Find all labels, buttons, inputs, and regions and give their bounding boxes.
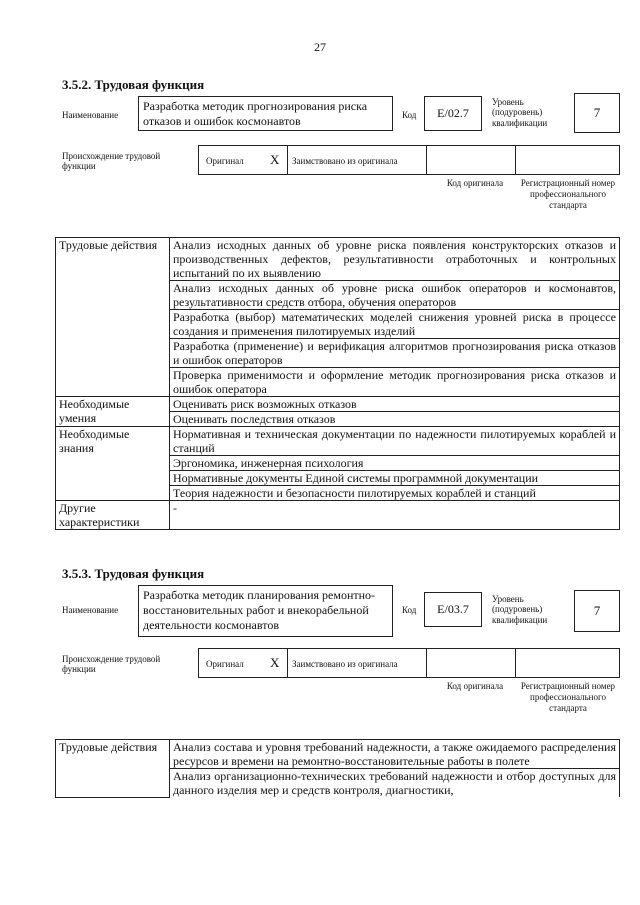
row-label: Необходимые умения: [56, 397, 170, 427]
table-cell: Нормативные документы Единой системы программной документации: [170, 471, 620, 486]
function-table: [55, 237, 620, 530]
table-cell: Анализ исходных данных об уровне риска ошибок операторов и космонавтов, результативности средств отбора, обучения операторов: [170, 281, 620, 310]
level-value: 7: [574, 590, 620, 632]
borrowed-label: Заимствовано из оригинала: [292, 659, 398, 669]
table-cell: Оценивать риск возможных отказов: [170, 397, 620, 412]
table-cell: Анализ исходных данных об уровне риска появления конструкторских отказов и производственных дефектов, результативности отработочных и контрольных испытаний по их выявлению: [170, 238, 620, 281]
row-label: Трудовые действия: [56, 740, 170, 798]
table-cell: Анализ организационно-технических требований надежности и отбор доступных для данного изделия мер и средств контроля, диагностики,: [170, 769, 620, 798]
row-label: Другие характеристики: [56, 501, 170, 530]
table-cell: Разработка (выбор) математических моделей снижения уровней риска в процессе создания и применения пилотируемых изделий: [170, 310, 620, 339]
table-row: [56, 397, 620, 412]
origin-row: [198, 648, 620, 678]
section-title: 3.5.3. Трудовая функция: [62, 566, 205, 581]
reg-number-caption: Регистрационный номер профессионального стандарта: [520, 681, 616, 713]
level-label: Уровень (подуровень) квалификации: [492, 97, 548, 128]
original-mark: X: [270, 655, 280, 670]
origin-label: Происхождение трудовой функции: [62, 151, 161, 172]
table-row: [56, 501, 620, 530]
origin-row: [198, 145, 620, 175]
code-label: Код: [402, 110, 417, 120]
page-number: 27: [314, 40, 326, 54]
function-code: E/02.7: [424, 96, 482, 131]
table-cell: Теория надежности и безопасности пилотируемых кораблей и станций: [170, 486, 620, 501]
table-row: [56, 427, 620, 456]
code-original-caption: Код оригинала: [446, 178, 504, 188]
table-row: [56, 238, 620, 281]
row-label: Трудовые действия: [56, 238, 170, 397]
function-code: E/03.7: [424, 592, 482, 627]
table-cell: Оценивать последствия отказов: [170, 412, 620, 427]
original-label: Оригинал: [206, 659, 244, 669]
table-row: [56, 740, 620, 769]
reg-number-caption: Регистрационный номер профессионального стандарта: [520, 178, 616, 210]
table-cell: Анализ состава и уровня требований надежности, а также ожидаемого распределения ресурсов и времени на ремонтно-восстановительные работы в полете: [170, 740, 620, 769]
name-label: Наименование: [62, 110, 119, 120]
level-value: 7: [574, 93, 620, 133]
row-label: Необходимые знания: [56, 427, 170, 501]
code-original-caption: Код оригинала: [446, 681, 504, 691]
table-cell: Эргономика, инженерная психология: [170, 456, 620, 471]
function-name: Разработка методик планирования ремонтно-восстановительных работ и внекорабельной деятельности космонавтов: [138, 585, 393, 637]
level-label: Уровень (подуровень) квалификации: [492, 594, 548, 625]
origin-label: Происхождение трудовой функции: [62, 654, 161, 675]
original-mark: X: [270, 152, 280, 167]
function-table: [55, 739, 620, 798]
section-title: 3.5.2. Трудовая функция: [62, 77, 205, 92]
name-label: Наименование: [62, 605, 119, 615]
borrowed-label: Заимствовано из оригинала: [292, 156, 398, 166]
table-cell: Проверка применимости и оформление методик прогнозирования риска отказов и ошибок оператора: [170, 368, 620, 397]
table-cell: Разработка (применение) и верификация алгоритмов прогнозирования риска отказов и ошибок операторов: [170, 339, 620, 368]
code-label: Код: [402, 605, 417, 615]
function-name: Разработка методик прогнозирования риска отказов и ошибок космонавтов: [138, 96, 393, 131]
table-cell: -: [170, 501, 620, 530]
original-label: Оригинал: [206, 156, 244, 166]
table-cell: Нормативная и техническая документации по надежности пилотируемых кораблей и станций: [170, 427, 620, 456]
